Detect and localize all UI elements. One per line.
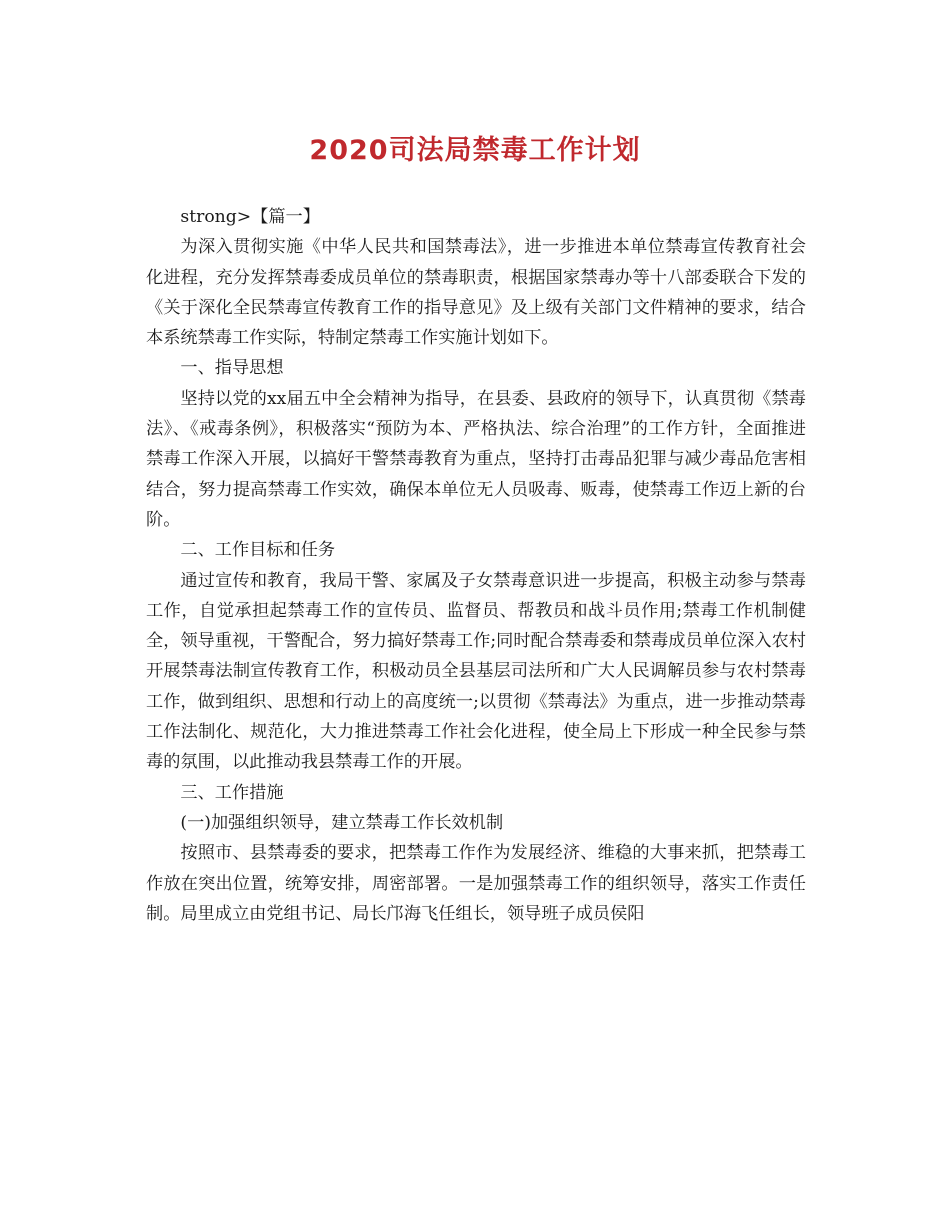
- document-title: 2020司法局禁毒工作计划: [309, 135, 641, 166]
- paragraph-goals-tasks: 通过宣传和教育，我局干警、家属及子女禁毒意识进一步提高，积极主动参与禁毒工作，自觉承担起禁毒工作的宣传员、监督员、帮教员和战斗员作用;禁毒工作机制健全，领导重视，干警配合，努力搞好禁毒工作;同时配合禁毒委和禁毒成员单位深入农村开展禁毒法制宣传教育工作，积极动员全县基层司法所和广大人民调解员参与农村禁毒工作，做到组织、思想和行动上的高度统一;以贯彻《禁毒法》为重点，进一步推动禁毒工作法制化、规范化，大力推进禁毒工作社会化进程，使全局上下形成一种全民参与禁毒的氛围，以此推动我县禁毒工作的开展。: [146, 570, 806, 773]
- subheading-organization: (一)加强组织领导，建立禁毒工作长效机制: [180, 812, 504, 833]
- heading-goals-tasks: 二、工作目标和任务: [180, 540, 336, 561]
- heading-measures: 三、工作措施: [180, 782, 284, 803]
- paragraph-intro: 为深入贯彻实施《中华人民共和国禁毒法》，进一步推进本单位禁毒宣传教育社会化进程，充分发挥禁毒委成员单位的禁毒职责，根据国家禁毒办等十八部委联合下发的《关于深化全民禁毒宣传教育工作的指导意见》及上级有关部门文件精神的要求，结合本系统禁毒工作实际，特制定禁毒工作实施计划如下。: [146, 237, 806, 349]
- paragraph-guiding-ideology: 坚持以党的xx届五中全会精神为指导，在县委、县政府的领导下，认真贯彻《禁毒法》、《戒毒条例》，积极落实“预防为本、严格执法、综合治理”的工作方针，全面推进禁毒工作深入开展，以搞好干警禁毒教育为重点，坚持打击毒品犯罪与减少毒品危害相结合，努力提高禁毒工作实效，确保本单位无人员吸毒、贩毒，使禁毒工作迈上新的台阶。: [146, 388, 806, 530]
- section-label: strong>【篇一】: [180, 207, 320, 227]
- heading-guiding-ideology: 一、指导思想: [180, 358, 284, 379]
- paragraph-organization: 按照市、县禁毒委的要求，把禁毒工作作为发展经济、维稳的大事来抓，把禁毒工作放在突出位置，统筹安排，周密部署。一是加强禁毒工作的组织领导，落实工作责任制。局里成立由党组书记、局长邝海飞任组长，领导班子成员侯阳: [146, 843, 806, 924]
- document-body: [146, 202, 806, 929]
